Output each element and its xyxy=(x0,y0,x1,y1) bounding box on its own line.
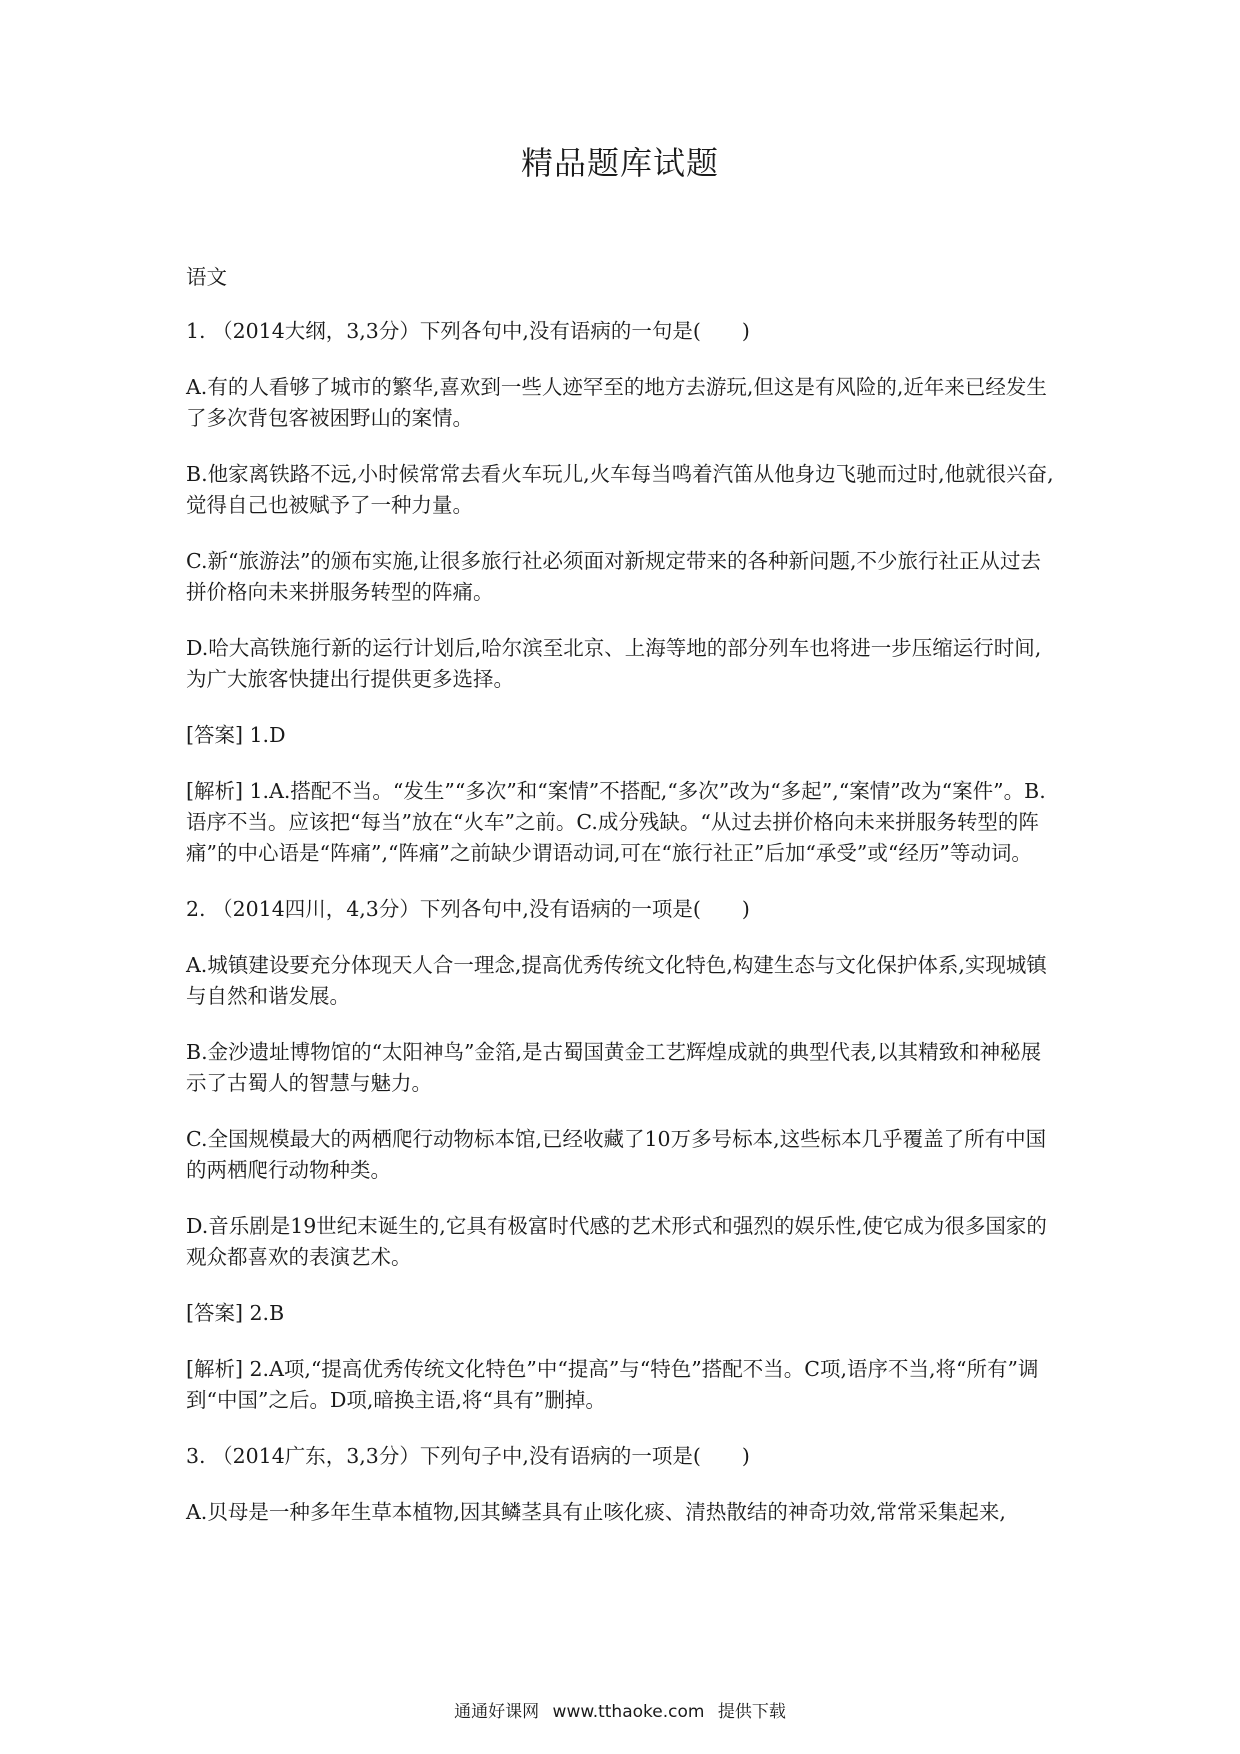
question-1-option-a: A.有的人看够了城市的繁华,喜欢到一些人迹罕至的地方去游玩,但这是有风险的,近年来已经发生了多次背包客被困野山的案情。 xyxy=(186,375,1047,430)
footer-url: www.tthaoke.com xyxy=(552,1702,705,1722)
question-1-analysis: [解析] 1.A.搭配不当。“发生”“多次”和“案情”不搭配,“多次”改为“多起”,“案情”改为“案件”。B.语序不当。应该把“每当”放在“火车”之前。C.成分残缺。“从过去拼价格向未来拼服务转型的阵痛”的中心语是“阵痛”,“阵痛”之前缺少谓语动词,可在“旅行社正”后加“承受”或“经历”等动词。 xyxy=(186,779,1046,865)
question-2-option-c: C.全国规模最大的两栖爬行动物标本馆,已经收藏了10万多号标本,这些标本几乎覆盖了所有中国的两栖爬行动物种类。 xyxy=(186,1127,1047,1182)
question-3-stem: 3. （2014广东，3,3分）下列句子中,没有语病的一项是( ) xyxy=(186,1444,750,1468)
question-1-option-c: C.新“旅游法”的颁布实施,让很多旅行社必须面对新规定带来的各种新问题,不少旅行社正从过去拼价格向未来拼服务转型的阵痛。 xyxy=(186,549,1041,604)
question-2-option-b: B.金沙遗址博物馆的“太阳神鸟”金箔,是古蜀国黄金工艺辉煌成就的典型代表,以其精致和神秘展示了古蜀人的智慧与魅力。 xyxy=(186,1040,1042,1095)
question-1-option-d: D.哈大高铁施行新的运行计划后,哈尔滨至北京、上海等地的部分列车也将进一步压缩运行时间,为广大旅客快捷出行提供更多选择。 xyxy=(186,636,1042,691)
question-3-option-a: A.贝母是一种多年生草本植物,因其鳞茎具有止咳化痰、清热散结的神奇功效,常常采集起来, xyxy=(186,1500,1006,1524)
document-body xyxy=(186,262,1056,1553)
page-title: 精品题库试题 xyxy=(520,144,719,182)
question-2-analysis: [解析] 2.A项,“提高优秀传统文化特色”中“提高”与“特色”搭配不当。C项,语序不当,将“所有”调到“中国”之后。D项,暗换主语,将“具有”删掉。 xyxy=(186,1357,1039,1412)
question-1-stem: 1. （2014大纲，3,3分）下列各句中,没有语病的一句是( ) xyxy=(186,319,750,343)
question-2-stem: 2. （2014四川，4,3分）下列各句中,没有语病的一项是( ) xyxy=(186,897,750,921)
question-2-answer: [答案] 2.B xyxy=(186,1301,285,1325)
footer-site-name: 通通好课网 xyxy=(454,1702,540,1722)
question-1-option-b: B.他家离铁路不远,小时候常常去看火车玩儿,火车每当鸣着汽笛从他身边飞驰而过时,他就很兴奋,觉得自己也被赋予了一种力量。 xyxy=(186,462,1054,517)
question-1-answer: [答案] 1.D xyxy=(186,723,286,747)
question-2-option-d: D.音乐剧是19世纪末诞生的,它具有极富时代感的艺术形式和强烈的娱乐性,使它成为很多国家的观众都喜欢的表演艺术。 xyxy=(186,1214,1047,1269)
subject-label: 语文 xyxy=(186,265,227,289)
question-2-option-a: A.城镇建设要充分体现天人合一理念,提高优秀传统文化特色,构建生态与文化保护体系,实现城镇与自然和谐发展。 xyxy=(186,953,1047,1008)
page-footer xyxy=(0,1697,1240,1722)
footer-note: 提供下载 xyxy=(717,1702,786,1722)
